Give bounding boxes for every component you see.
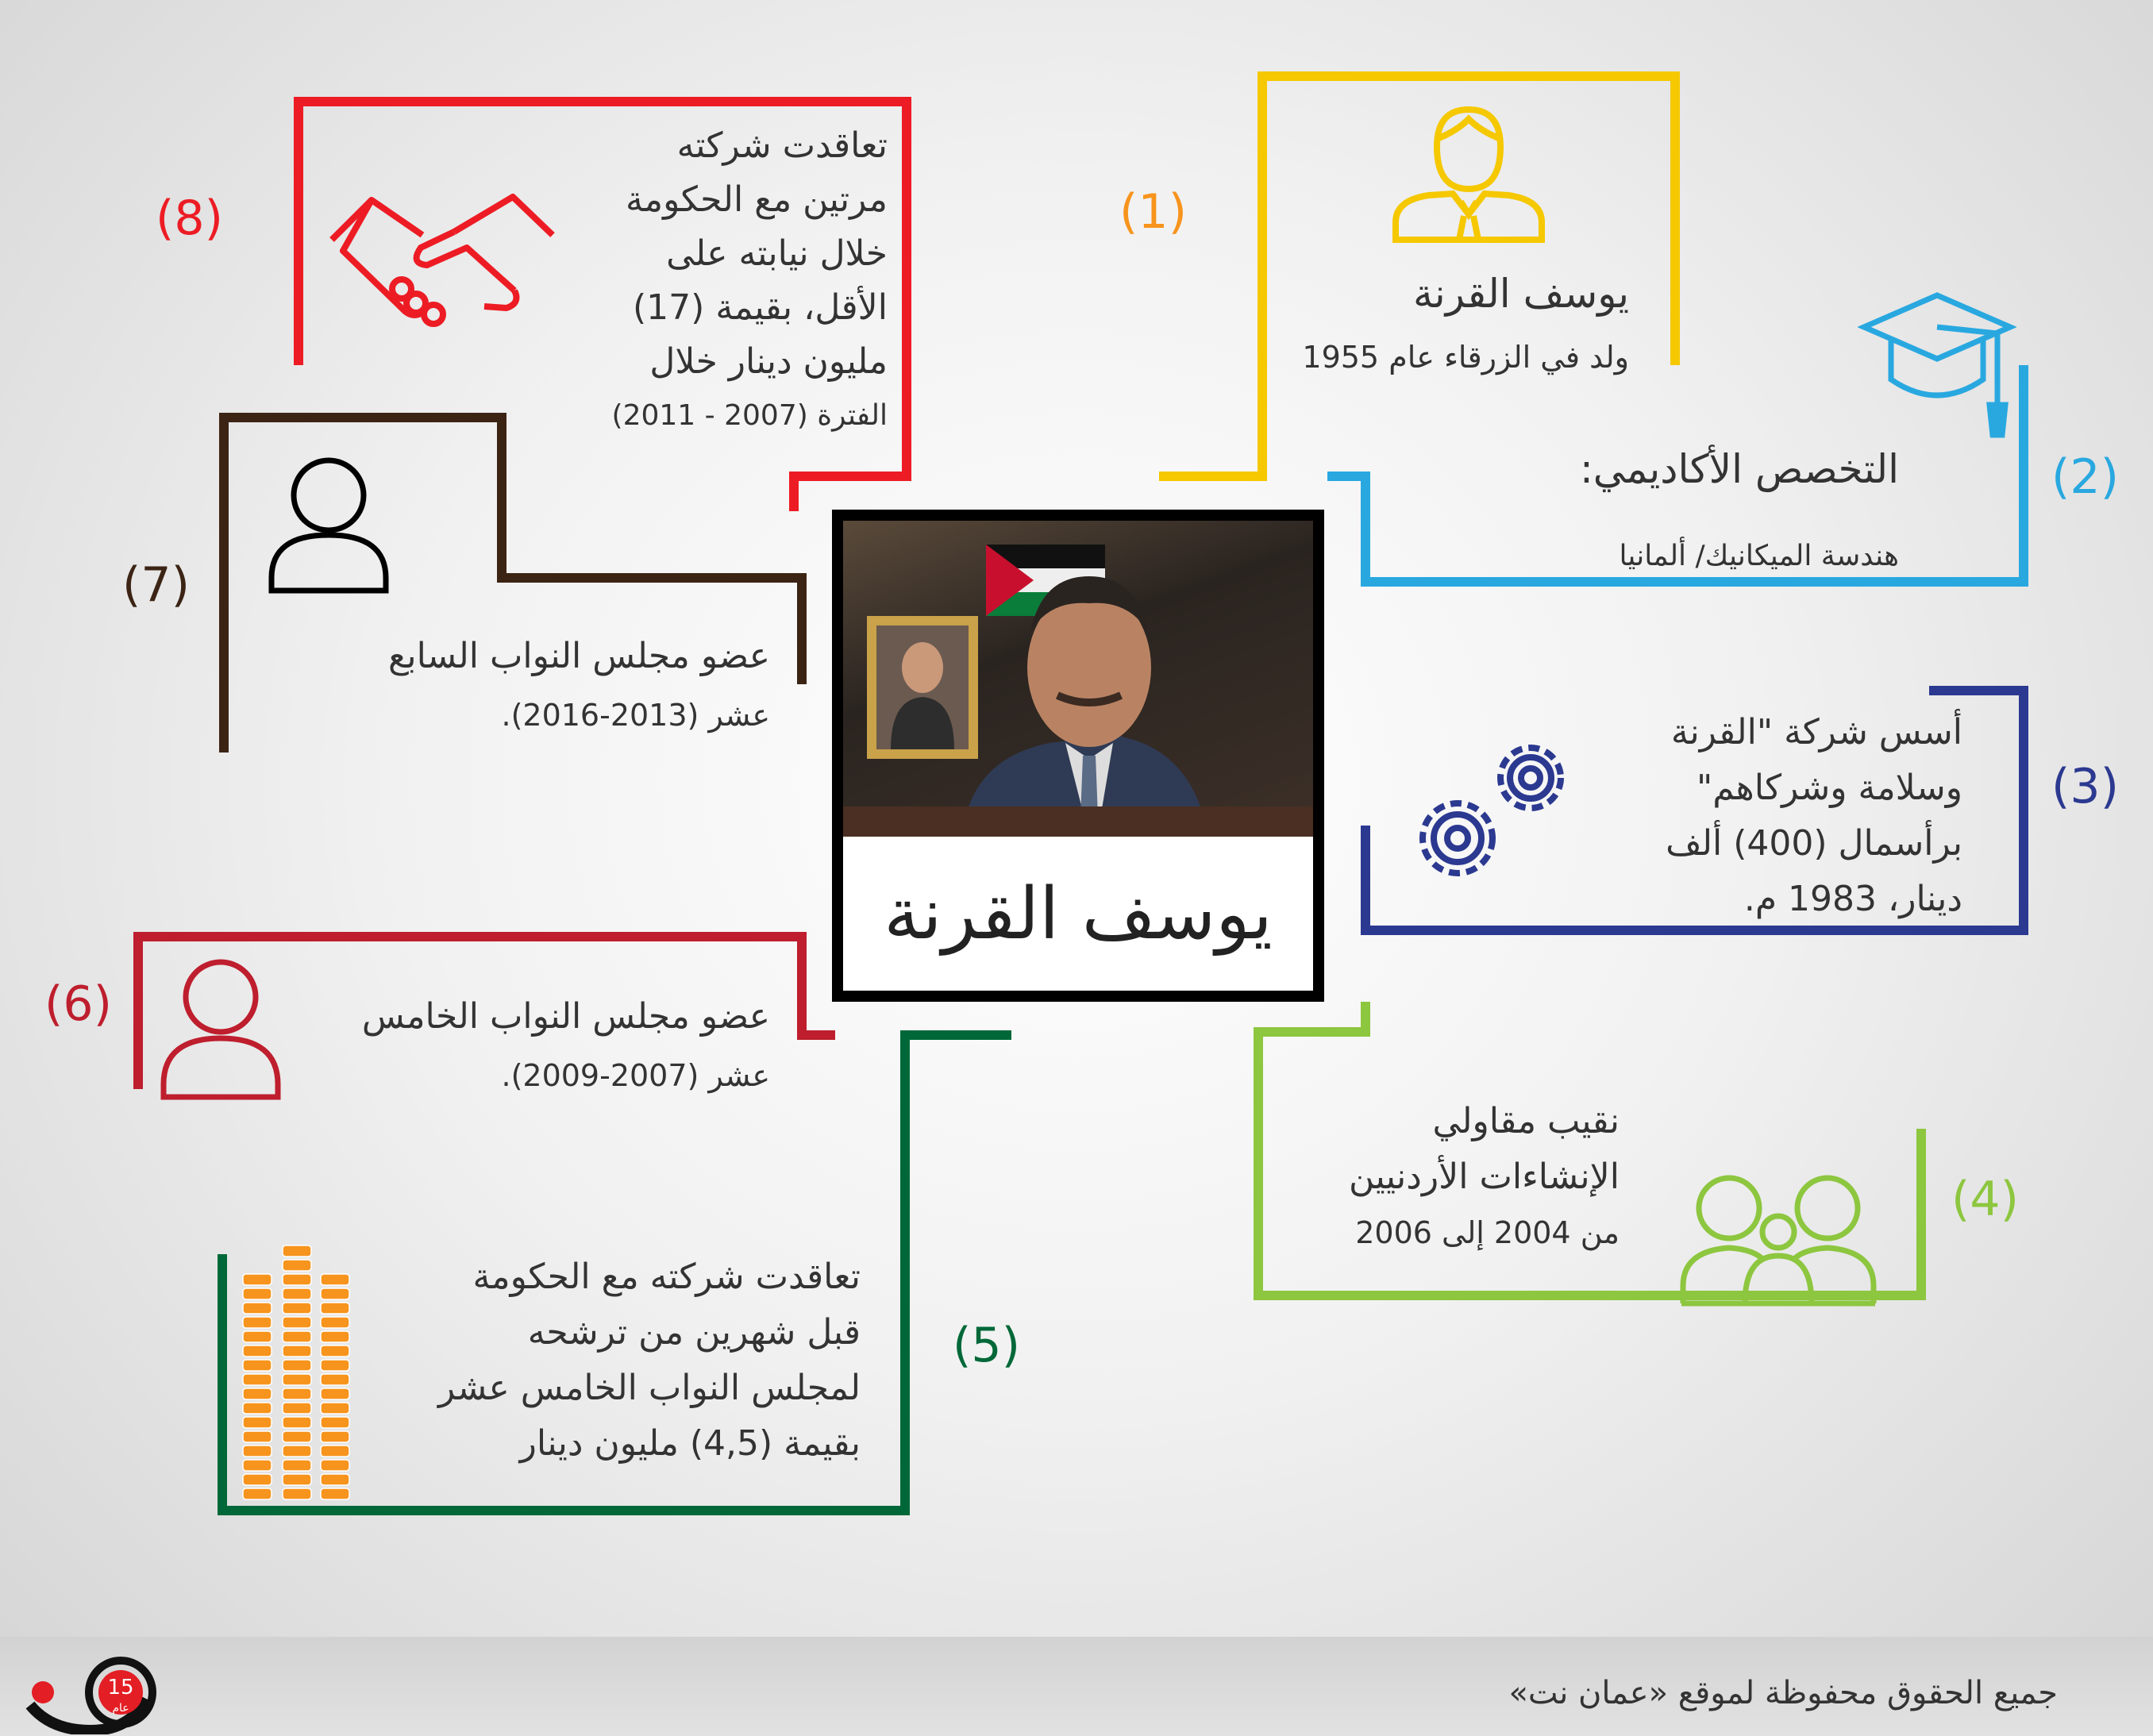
item-5-line-2: قبل شهرين من ترشحه — [527, 1312, 861, 1353]
item-8-line-3: خلال نيابته على — [666, 233, 888, 274]
item-6-text — [362, 987, 770, 1105]
item-4-line-2: الإنشاءات الأردنيين — [1349, 1157, 1620, 1197]
item-5-line-1: تعاقدت شركته مع الحكومة — [472, 1257, 861, 1297]
item-7-text — [388, 627, 770, 745]
coins-icon — [238, 1242, 357, 1504]
item-1-line-1: يوسف القرنة — [1412, 271, 1629, 317]
item-5-text — [438, 1249, 861, 1472]
item-3-line-1: أسس شركة "القرنة — [1670, 712, 1962, 753]
item-2-text — [1580, 425, 1899, 600]
item-8-line-4: الأقل، بقيمة (17) — [633, 287, 888, 328]
item-5-line-4: بقيمة (4,5) مليون دينار — [519, 1423, 861, 1464]
item-3-text — [1666, 705, 1962, 927]
item-7-line-2: عشر (2013-2016). — [501, 698, 770, 733]
graduation-cap-icon — [1858, 286, 2016, 445]
handshake-icon — [327, 187, 557, 330]
item-8-text — [612, 119, 888, 443]
gears-icon — [1405, 729, 1588, 887]
site-logo — [19, 1643, 170, 1734]
item-2-line-1: التخصص الأكاديمي: — [1579, 446, 1899, 492]
item-3-line-3: برأسمال (400) ألف — [1666, 823, 1962, 864]
item-number-5: (5) — [953, 1318, 1020, 1373]
portrait-photo — [843, 521, 1313, 837]
logo-number: 15 — [107, 1676, 134, 1699]
item-number-4: (4) — [1951, 1172, 2019, 1227]
group-icon — [1675, 1167, 1881, 1310]
person-icon — [157, 951, 284, 1102]
item-8-line-2: مرتين مع الحكومة — [625, 179, 888, 220]
item-5-line-3: لمجلس النواب الخامس عشر — [437, 1368, 861, 1408]
item-number-7: (7) — [122, 557, 190, 613]
portrait — [832, 510, 1324, 1002]
item-4-text — [1349, 1094, 1620, 1261]
item-8-line-6: الفترة (2007 - 2011) — [611, 399, 888, 432]
logo-sub: عام — [112, 1702, 129, 1715]
photo-illustration — [843, 521, 1313, 837]
item-6-line-2: عشر (2007-2009). — [501, 1058, 770, 1093]
item-2-line-2: هندسة الميكانيك/ ألمانيا — [1619, 540, 1899, 572]
item-number-8: (8) — [156, 191, 223, 246]
item-4-line-1: نقيب مقاولي — [1432, 1101, 1620, 1141]
item-3-line-4: دينار، 1983 م. — [1743, 879, 1962, 919]
item-1-text — [1302, 262, 1629, 389]
item-number-2: (2) — [2051, 449, 2119, 505]
center-name: يوسف القرنة — [843, 837, 1313, 991]
item-3-line-2: وسلامة وشركاهم" — [1697, 768, 1962, 808]
user-tie-icon — [1381, 95, 1556, 246]
item-4-line-3: من 2004 إلى 2006 — [1355, 1215, 1620, 1250]
person-outline-icon — [265, 449, 392, 600]
item-7-line-1: عضو مجلس النواب السابع — [388, 636, 770, 676]
item-number-3: (3) — [2051, 759, 2119, 814]
item-8-line-1: تعاقدت شركته — [676, 125, 888, 166]
footer-copyright: جميع الحقوق محفوظة لموقع «عمان نت» — [1508, 1675, 2058, 1711]
item-6-line-1: عضو مجلس النواب الخامس — [361, 996, 770, 1037]
item-number-6: (6) — [44, 976, 112, 1032]
item-number-1: (1) — [1119, 184, 1187, 240]
item-8-line-5: مليون دينار خلال — [649, 341, 888, 382]
item-1-line-2: ولد في الزرقاء عام 1955 — [1302, 340, 1629, 375]
